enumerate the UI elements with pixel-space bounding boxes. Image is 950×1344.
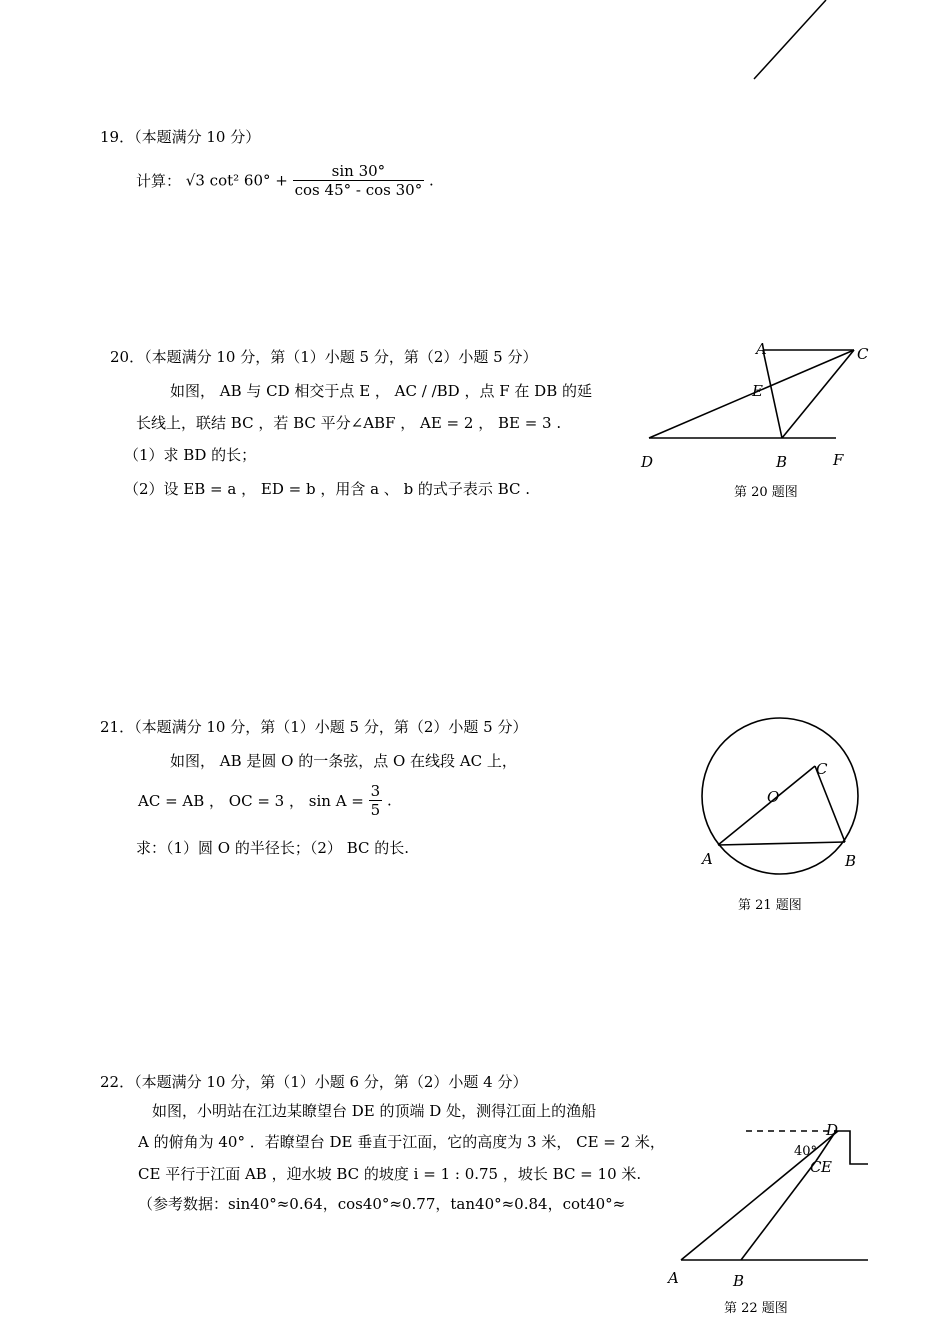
- segment-CB: [782, 350, 854, 438]
- segment-AB: [718, 842, 845, 845]
- segment-AB: [763, 350, 782, 438]
- q21-line3: 求：（1）圆 O 的半径长；（2） BC 的长.: [136, 839, 410, 857]
- q21-fraction: [369, 782, 383, 819]
- fig20-caption: 第 20 题图: [734, 485, 798, 500]
- fig20-label-B: B: [776, 453, 788, 471]
- fig22-caption: 第 22 题图: [724, 1301, 788, 1316]
- tower-DE: [834, 1131, 868, 1164]
- q22-line1: 如图，小明站在江边某瞭望台 DE 的顶端 D 处，测得江面上的渔船: [152, 1102, 597, 1120]
- slope-BC: [741, 1161, 816, 1260]
- q22-line3: CE 平行于江面 AB ，迎水坡 BC 的坡度 i = 1 : 0.75 ，坡长 BC = 10 米.: [138, 1165, 642, 1183]
- fig21-caption: 第 21 题图: [738, 898, 802, 913]
- fig22-label-B: B: [733, 1272, 745, 1290]
- fig21-label-B: B: [845, 852, 857, 870]
- q19-formula: [136, 162, 434, 199]
- fig22-label-A: A: [668, 1269, 679, 1287]
- figure-22: [681, 1131, 868, 1260]
- q19-header: 19．（本题满分 10 分）: [100, 128, 261, 146]
- fig22-label-E: E: [821, 1158, 832, 1176]
- fig21-label-O: O: [767, 788, 780, 806]
- q21-line2: [138, 782, 392, 819]
- figure-21: [702, 718, 858, 874]
- fig21-label-A: A: [702, 850, 713, 868]
- fig20-label-D: D: [641, 453, 654, 471]
- fig20-label-E: E: [752, 382, 763, 400]
- q22-header: 22．（本题满分 10 分，第（1）小题 6 分，第（2）小题 4 分）: [100, 1073, 528, 1091]
- q20-part1: （1）求 BD 的长；: [124, 446, 257, 464]
- q22-line2: A 的俯角为 40° ．若瞭望台 DE 垂直于江面，它的高度为 3 米， CE = 2 米，: [138, 1133, 665, 1151]
- q22-line4: （参考数据：sin40°≈0.64，cos40°≈0.77，tan40°≈0.84，cot40°≈: [138, 1195, 626, 1213]
- q19-fraction: [293, 162, 425, 199]
- q20-line2: 长线上，联结 BC ，若 BC 平分∠ABF ， AE = 2 ， BE = 3 .: [136, 414, 562, 432]
- q19-numerator: sin 30°: [293, 162, 425, 181]
- q19-expr-left: √3 cot² 60° +: [185, 171, 288, 190]
- fig20-label-A: A: [756, 340, 767, 358]
- fig22-label-D: D: [826, 1121, 839, 1139]
- q21-line2-tail: .: [386, 791, 392, 810]
- q19-denominator: cos 45° - cos 30°: [294, 181, 423, 199]
- q20-part2: （2）设 EB = a ， ED = b ，用含 a 、 b 的式子表示 BC .: [124, 480, 531, 498]
- q19-prompt: 计算：: [136, 172, 182, 190]
- fig20-label-C: C: [857, 345, 869, 363]
- top-right-stroke: [754, 0, 826, 79]
- q20-header: 20．（本题满分 10 分，第（1）小题 5 分，第（2）小题 5 分）: [110, 348, 538, 366]
- q21-line1: 如图， AB 是圆 O 的一条弦，点 O 在线段 AC 上，: [170, 752, 517, 770]
- q19-tail: .: [428, 171, 434, 190]
- q21-line2-left: AC = AB ， OC = 3 ， sin A =: [138, 792, 364, 810]
- q21-denominator: 5: [370, 801, 381, 819]
- fig20-label-F: F: [833, 451, 844, 469]
- q21-numerator: 3: [370, 782, 381, 800]
- circle-O: [702, 718, 858, 874]
- fig21-label-C: C: [816, 760, 828, 778]
- fig22-label-C: C: [810, 1158, 822, 1176]
- fig22-angle-label: 40°: [794, 1144, 818, 1159]
- q21-header: 21．（本题满分 10 分，第（1）小题 5 分，第（2）小题 5 分）: [100, 718, 528, 736]
- q20-line1: 如图， AB 与 CD 相交于点 E ， AC / /BD ，点 F 在 DB 的延: [170, 382, 592, 400]
